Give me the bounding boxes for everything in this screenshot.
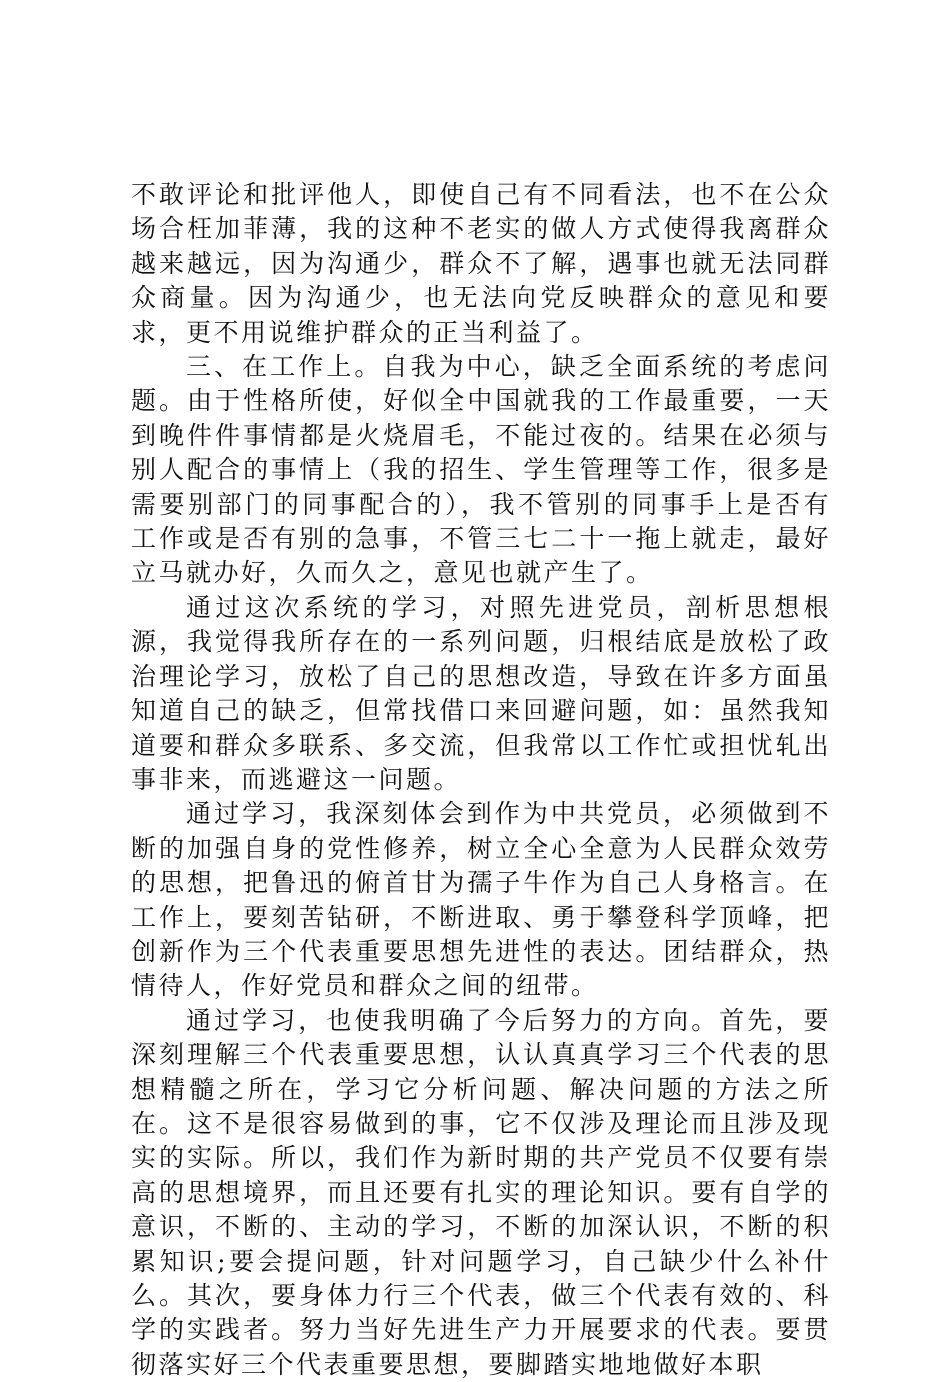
body-text — [131, 178, 831, 1382]
paragraph-4: 通过学习，我深刻体会到作为中共党员，必须做到不断的加强自身的党性修养，树立全心全意为人民群众效劳的思想，把鲁迅的俯首甘为孺子牛作为自己人身格言。在工作上，要刻苦钻研，不断进取、勇于攀登科学顶峰，把创新作为三个代表重要思想先进性的表达。团结群众，热情待人，作好党员和群众之间的纽带。 — [131, 799, 831, 1001]
paragraph-1: 不敢评论和批评他人，即使自己有不同看法，也不在公众场合枉加菲薄，我的这种不老实的做人方式使得我离群众越来越远，因为沟通少，群众不了解，遇事也就无法同群众商量。因为沟通少，也无法向党反映群众的意见和要求，更不用说维护群众的正当利益了。 — [131, 180, 831, 347]
paragraph-5: 通过学习，也使我明确了今后努力的方向。首先，要深刻理解三个代表重要思想，认认真真学习三个代表的思想精髓之所在，学习它分析问题、解决问题的方法之所在。这不是很容易做到的事，它不仅涉及理论而且涉及现实的实际。所以，我们作为新时期的共产党员不仅要有崇高的思想境界，而且还要有扎实的理论知识。要有自学的意识，不断的、主动的学习，不断的加深认识，不断的积累知识;要会提问题，针对问题学习，自己缺少什么补什么。其次，要身体力行三个代表，做三个代表有效的、科学的实践者。努力当好先进生产力开展要求的代表。要贯彻落实好三个代表重要思想，要脚踏实地地做好本职 — [131, 1005, 831, 1379]
paragraph-2: 三、在工作上。自我为中心，缺乏全面系统的考虑问题。由于性格所使，好似全中国就我的工作最重要，一天到晚件件事情都是火烧眉毛，不能过夜的。结果在必须与别人配合的事情上（我的招生、学生管理等工作，很多是需要别部门的同事配合的），我不管别的同事手上是否有工作或是否有别的急事，不管三七二十一拖上就走，最好立马就办好，久而久之，意见也就产生了。 — [131, 352, 831, 588]
paragraph-3: 通过这次系统的学习，对照先进党员，剖析思想根源，我觉得我所存在的一系列问题，归根结底是放松了政治理论学习，放松了自己的思想改造，导致在许多方面虽知道自己的缺乏，但常找借口来回避问题，如：虽然我知道要和群众多联系、多交流，但我常以工作忙或担忧轧出事非来，而逃避这一问题。 — [131, 592, 831, 794]
